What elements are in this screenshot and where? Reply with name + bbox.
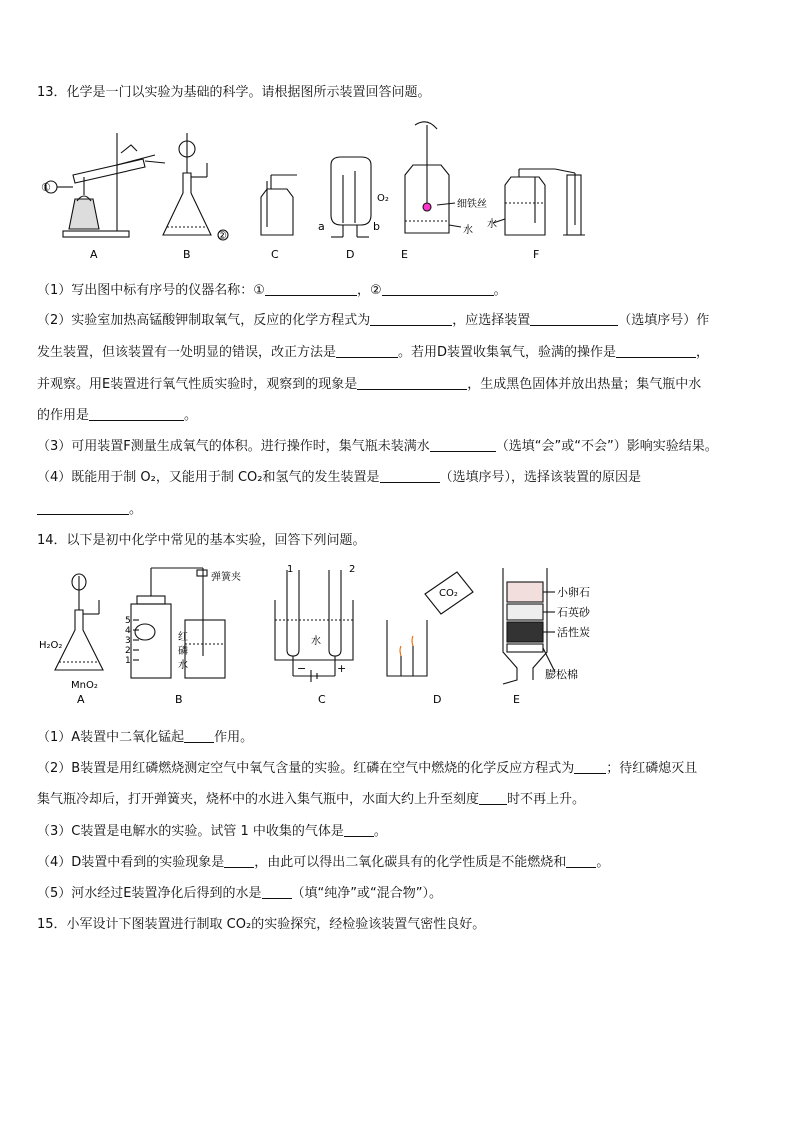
q14-label-water: 水 — [178, 660, 188, 671]
answer-blank[interactable] — [574, 759, 606, 774]
answer-blank[interactable] — [336, 343, 398, 358]
q14-part4: （4）D装置中看到的实验现象是 ，由此可以得出二氧化碳具有的化学性质是不能燃烧和 。 — [37, 855, 610, 870]
q13-label-a: a — [318, 220, 325, 233]
q13-part3: （3）可用装置F测量生成氧气的体积。进行操作时，集气瓶未装满水 （选填“会”或“不会”）影响实验结果。 — [37, 439, 718, 454]
q13-fig-e: E — [401, 248, 408, 261]
answer-blank[interactable] — [262, 884, 292, 899]
answer-blank[interactable] — [380, 468, 440, 483]
q14-label-carbon: 活性炭 — [557, 626, 590, 639]
q14-label-h2o2: H₂O₂ — [39, 640, 63, 651]
answer-blank[interactable] — [382, 281, 494, 296]
q14-label-co2: CO₂ — [439, 588, 458, 599]
q14-stem: 14．以下是初中化学中常见的基本实验，回答下列问题。 — [37, 533, 366, 548]
q15-stem: 15．小军设计下图装置进行制取 CO₂的实验探究，经检验该装置气密性良好。 — [37, 917, 486, 932]
q14-label-spring: 弹簧夹 — [211, 572, 241, 583]
q13-part4-line1: （4）既能用于制 O₂，又能用于制 CO₂和氢气的发生装置是 （选填序号），选择该装置的原因是 — [37, 470, 642, 485]
q14-scale-4: 4 — [125, 626, 131, 636]
q13-stem: 13．化学是一门以实验为基础的科学。请根据图所示装置回答问题。 — [37, 85, 431, 100]
q13-part4-line2: 。 — [37, 500, 142, 520]
q13-fig-c: C — [271, 248, 279, 261]
q14-part2-line2: 集气瓶冷却后，打开弹簧夹，烧杯中的水进入集气瓶中，水面大约上升至刻度 时不再上升。 — [37, 792, 586, 807]
answer-blank[interactable] — [89, 406, 184, 421]
q14-scale-3: 3 — [125, 636, 131, 646]
q14-label-sand: 石英砂 — [557, 606, 590, 619]
q13-label-wire: 细铁丝 — [457, 199, 487, 210]
answer-blank[interactable] — [357, 375, 467, 390]
q14-part1: （1）A装置中二氧化锰起 作用。 — [37, 730, 254, 745]
answer-blank[interactable] — [370, 311, 452, 326]
q14-part2-line1: （2）B装置是用红磷燃烧测定空气中氧气含量的实验。红磷在空气中燃烧的化学反应方程式为 ；待红磷熄灭且 — [37, 761, 698, 776]
q14-fig-a: A — [77, 693, 85, 706]
q13-fig-b: B — [183, 248, 191, 261]
q14-label-tube1: 1 — [287, 564, 294, 575]
answer-blank[interactable] — [344, 822, 374, 837]
q14-fig-d: D — [433, 693, 442, 706]
q13-figure — [35, 115, 595, 265]
q14-label-pebble: 小卵石 — [557, 586, 590, 599]
q14-scale-1: 1 — [125, 656, 131, 666]
answer-blank[interactable] — [430, 437, 496, 452]
q14-part3: （3）C装置是电解水的实验。试管 1 中收集的气体是 。 — [37, 824, 387, 839]
q13-fig-f: F — [533, 248, 540, 261]
q14-fig-c: C — [318, 693, 326, 706]
q14-label-tube2: 2 — [349, 564, 356, 575]
answer-blank[interactable] — [530, 311, 618, 326]
answer-blank[interactable] — [566, 853, 596, 868]
q14-scale-2: 2 — [125, 646, 131, 656]
answer-blank[interactable] — [184, 728, 214, 743]
q13-part2-line4: 的作用是 。 — [37, 408, 198, 423]
q14-label-mno2: MnO₂ — [71, 680, 98, 691]
q14-label-twater: 水 — [311, 636, 321, 647]
q14-scale-5: 5 — [125, 616, 131, 626]
q13-part2-line3: 并观察。用E装置进行氧气性质实验时，观察到的现象是 ，生成黑色固体并放出热量；集气瓶中水 — [37, 377, 702, 392]
q13-label-water: 水 — [463, 225, 473, 236]
q14-fig-b: B — [175, 693, 183, 706]
q14-label-cotton: 膨松棉 — [545, 668, 578, 681]
q13-part1: （1）写出图中标有序号的仪器名称：① ，② 。 — [37, 283, 507, 298]
answer-blank[interactable] — [37, 500, 129, 515]
q13-label-b: b — [373, 220, 380, 233]
q14-label-p: 磷 — [178, 646, 188, 657]
q13-part2-line2: 发生装置，但该装置有一处明显的错误，改正方法是 。若用D装置收集氧气，验满的操作是 ， — [37, 345, 710, 360]
q14-label-red: 红 — [178, 632, 188, 643]
q13-fig-d: D — [346, 248, 355, 261]
answer-blank[interactable] — [265, 281, 357, 296]
answer-blank[interactable] — [479, 790, 507, 805]
q14-fig-e: E — [513, 693, 520, 706]
answer-blank[interactable] — [224, 853, 254, 868]
answer-blank[interactable] — [616, 343, 696, 358]
q14-figure — [35, 560, 615, 710]
q13-label-2: ② — [217, 229, 227, 242]
q14-label-minus: − — [297, 662, 307, 675]
q14-part5: （5）河水经过E装置净化后得到的水是 （填“纯净”或“混合物”）。 — [37, 886, 442, 901]
q13-label-o2: O₂ — [377, 193, 389, 204]
q13-label-f-water: 水 — [487, 219, 497, 230]
q13-part2-line1: （2）实验室加热高锰酸钾制取氧气，反应的化学方程式为 ，应选择装置 （选填序号）作 — [37, 313, 710, 328]
q13-fig-a: A — [90, 248, 98, 261]
q14-label-plus: + — [337, 662, 347, 675]
q13-label-1: ① — [41, 181, 51, 194]
